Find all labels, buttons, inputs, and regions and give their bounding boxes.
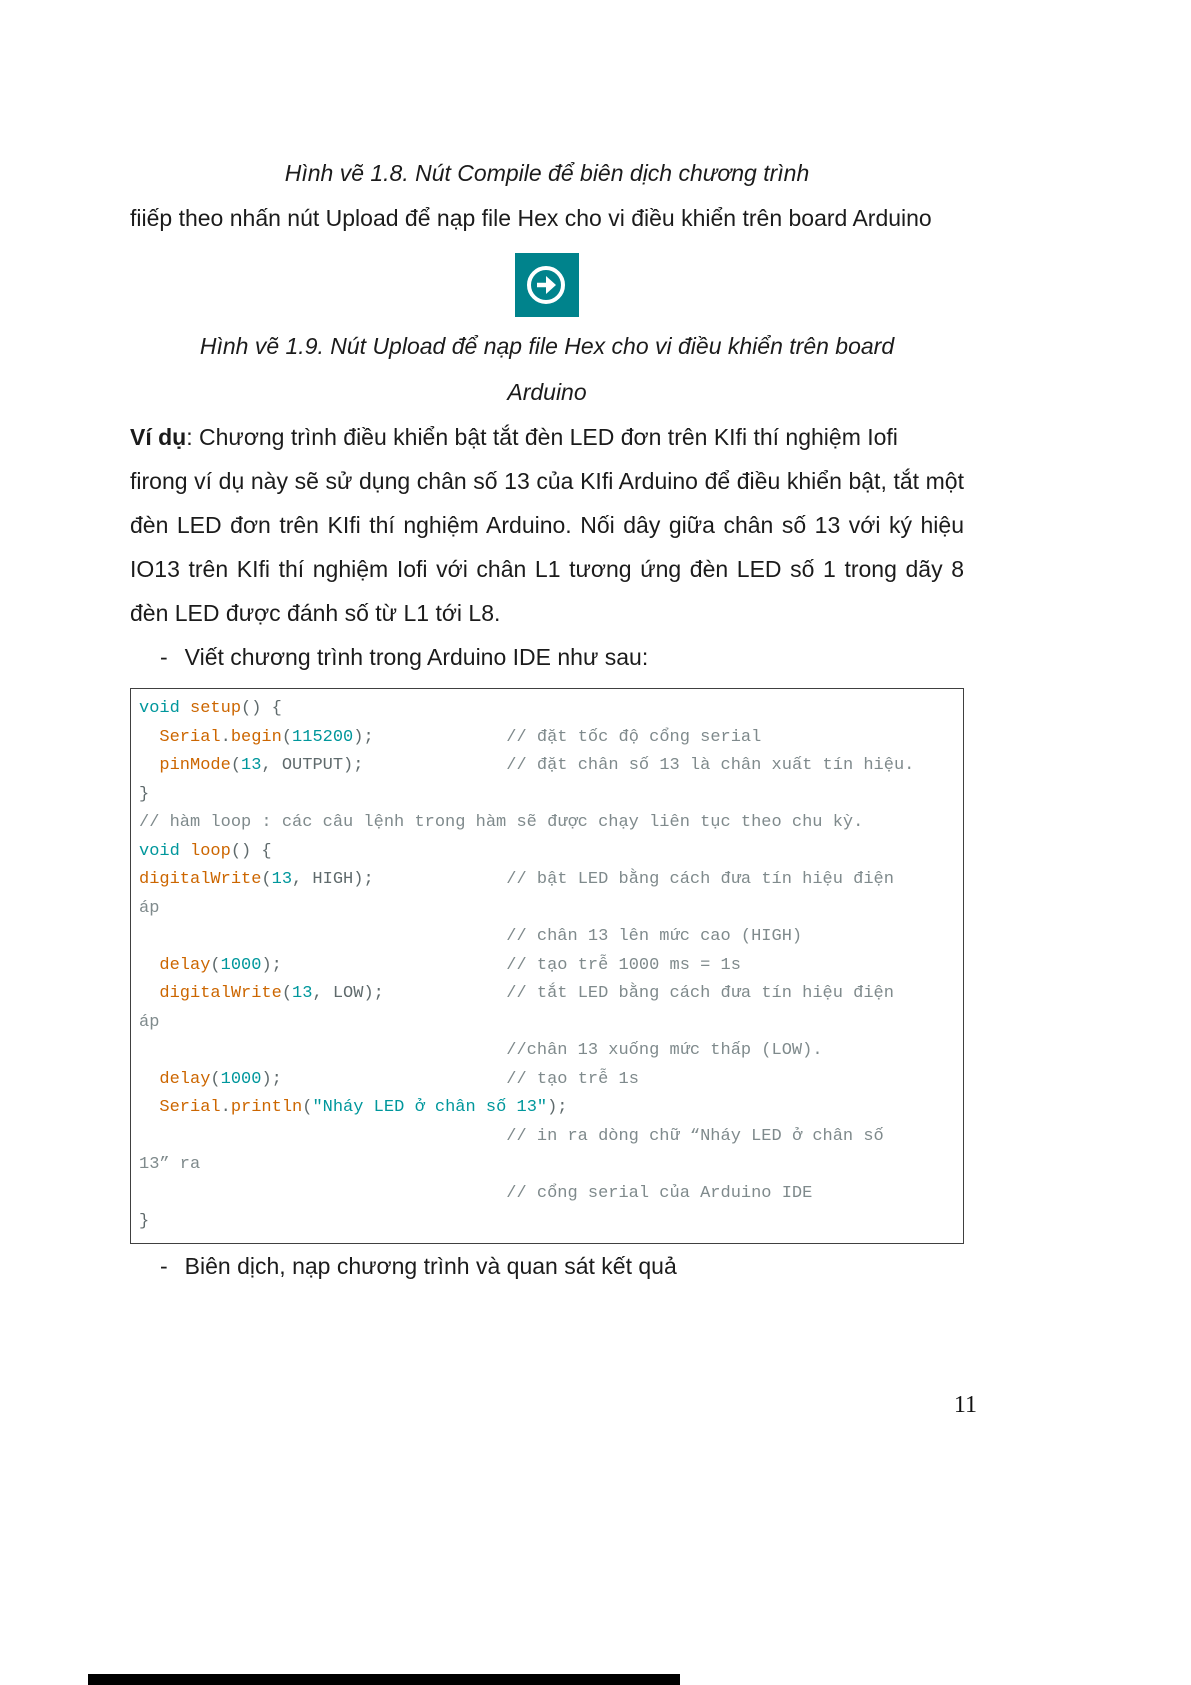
code-line: // cổng serial của Arduino IDE — [506, 1183, 813, 1203]
bullet-compile-upload-text: Biên dịch, nạp chương trình và quan sát kết quả — [184, 1252, 677, 1279]
upload-arrow-icon — [515, 253, 579, 317]
document-page-content — [130, 150, 964, 1288]
code-line: Serial.println("Nháy LED ở chân số 13"); — [159, 1098, 568, 1117]
figure-1-9-caption — [130, 323, 964, 415]
bullet-dash: - — [160, 644, 168, 670]
code-line: delay(1000); // tạo trễ 1000 ms = 1s — [159, 955, 741, 975]
code-line: void setup() { — [139, 699, 282, 718]
code-line: digitalWrite(13, LOW); // tắt LED bằng cách đưa tín hiệu điện — [159, 984, 894, 1003]
figure-upload-button — [130, 253, 964, 317]
code-block — [130, 688, 964, 1244]
bullet-compile-upload — [130, 1244, 964, 1288]
code-line: pinMode(13, OUTPUT); // đặt chân số 13 là chân xuất tín hiệu. — [159, 756, 915, 775]
bullet-write-program — [130, 635, 964, 679]
code-line: áp — [139, 898, 160, 918]
code-line: // in ra dòng chữ “Nháy LED ở chân số — [506, 1126, 884, 1146]
page-number: 11 — [953, 1392, 977, 1418]
paragraph-description: firong ví dụ này sẽ sử dụng chân số 13 của KIfi Arduino để điều khiển bật, tắt một đèn LED đơn trên KIfi thí nghiệm Arduino. Nối dây giữa chân số 13 với ký hiệu IO13 trên KIfi thí nghiệm Iofi với chân L1 tương ứng đèn LED số 1 trong dãy 8 đèn LED được đánh số từ L1 tới L8. — [130, 468, 964, 626]
code-line: Serial.begin(115200); // đặt tốc độ cổng serial — [159, 727, 762, 747]
code-line: } — [139, 1212, 150, 1231]
code-line: delay(1000); // tạo trễ 1s — [159, 1069, 639, 1089]
code-line: 13” ra — [139, 1155, 201, 1174]
code-line: áp — [139, 1012, 160, 1032]
figure-1-9-caption-line2: Arduino — [507, 379, 587, 405]
example-text: : Chương trình điều khiển bật tắt đèn LED đơn trên KIfi thí nghiệm Iofi — [186, 424, 898, 450]
code-line: void loop() { — [139, 841, 272, 861]
code-line: //chân 13 xuống mức thấp (LOW). — [506, 1041, 823, 1060]
code-line: // chân 13 lên mức cao (HIGH) — [506, 927, 803, 946]
code-line: } — [139, 784, 150, 804]
bullet-dash: - — [160, 1252, 168, 1279]
figure-1-9-caption-line1: Hình vẽ 1.9. Nút Upload để nạp file Hex cho vi điều khiển trên board — [199, 333, 895, 359]
bullet-write-program-text: Viết chương trình trong Arduino IDE như sau: — [184, 644, 649, 670]
code-line: digitalWrite(13, HIGH); // bật LED bằng cách đưa tín hiệu điện — [139, 870, 894, 889]
example-label: Ví dụ — [130, 424, 187, 450]
paragraph-upload-intro: fiiếp theo nhấn nút Upload để nạp file Hex cho vi điều khiển trên board Arduino — [130, 205, 932, 231]
code-line: // hàm loop : các câu lệnh trong hàm sẽ được chạy liên tục theo chu kỳ. — [139, 813, 864, 832]
bottom-watermark-bar — [88, 1674, 680, 1685]
paragraph-example — [130, 415, 964, 459]
figure-1-8-caption: Hình vẽ 1.8. Nút Compile để biên dịch chương trình — [284, 160, 810, 186]
